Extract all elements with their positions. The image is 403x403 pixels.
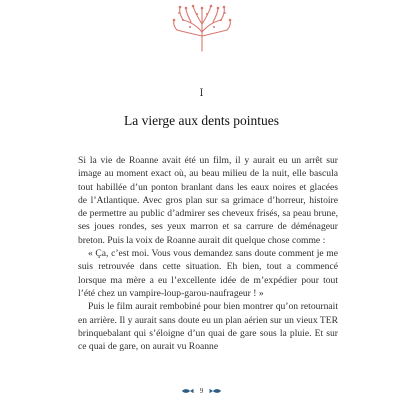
- paragraph: Puis le film aurait rembobiné pour bien montrer qu’on retournait en arrière. Il y aurait sans doute eu un plan aérien sur un vieux TER brinquebalant qui s’éloigne d’un quai de gare sous la pluie. Et sur ce quai de gare, on aurait vu Roanne: [78, 301, 338, 353]
- chapter-number: I: [199, 88, 204, 99]
- fish-icon: [209, 388, 222, 394]
- fish-icon: [181, 388, 194, 394]
- page-footer: [0, 385, 403, 397]
- page-number: 9: [199, 387, 204, 395]
- paragraph: Si la vie de Roanne avait été un film, il y aurait eu un arrêt sur image au moment exact où, au beau milieu de la nuit, elle bascula tout habillée d’un ponton branlant dans les eaux noires et glacées de l’Atlantique. Avec gros plan sur sa grimace d’horreur, histoire de permettre au public d’admirer ses cheveux frisés, sa peau brune, ses joues rondes, ses yeux marron et sa carrure de déménageur breton. Puis la voix de Roanne aurait dit quelque chose comme :: [78, 155, 338, 246]
- coral-ornament-icon: [171, 2, 233, 52]
- paragraph: « Ça, c’est moi. Vous vous demandez sans doute comment je me suis retrouvée dans cette situation. Eh bien, tout a commencé lorsque ma mère a eu l’excellente idée de m’expédier pour tout l’été chez un vampire-loup-garou-naufrageur ! »: [78, 248, 338, 299]
- body-text: [78, 154, 338, 353]
- chapter-title: La vierge aux dents pointues: [124, 113, 279, 128]
